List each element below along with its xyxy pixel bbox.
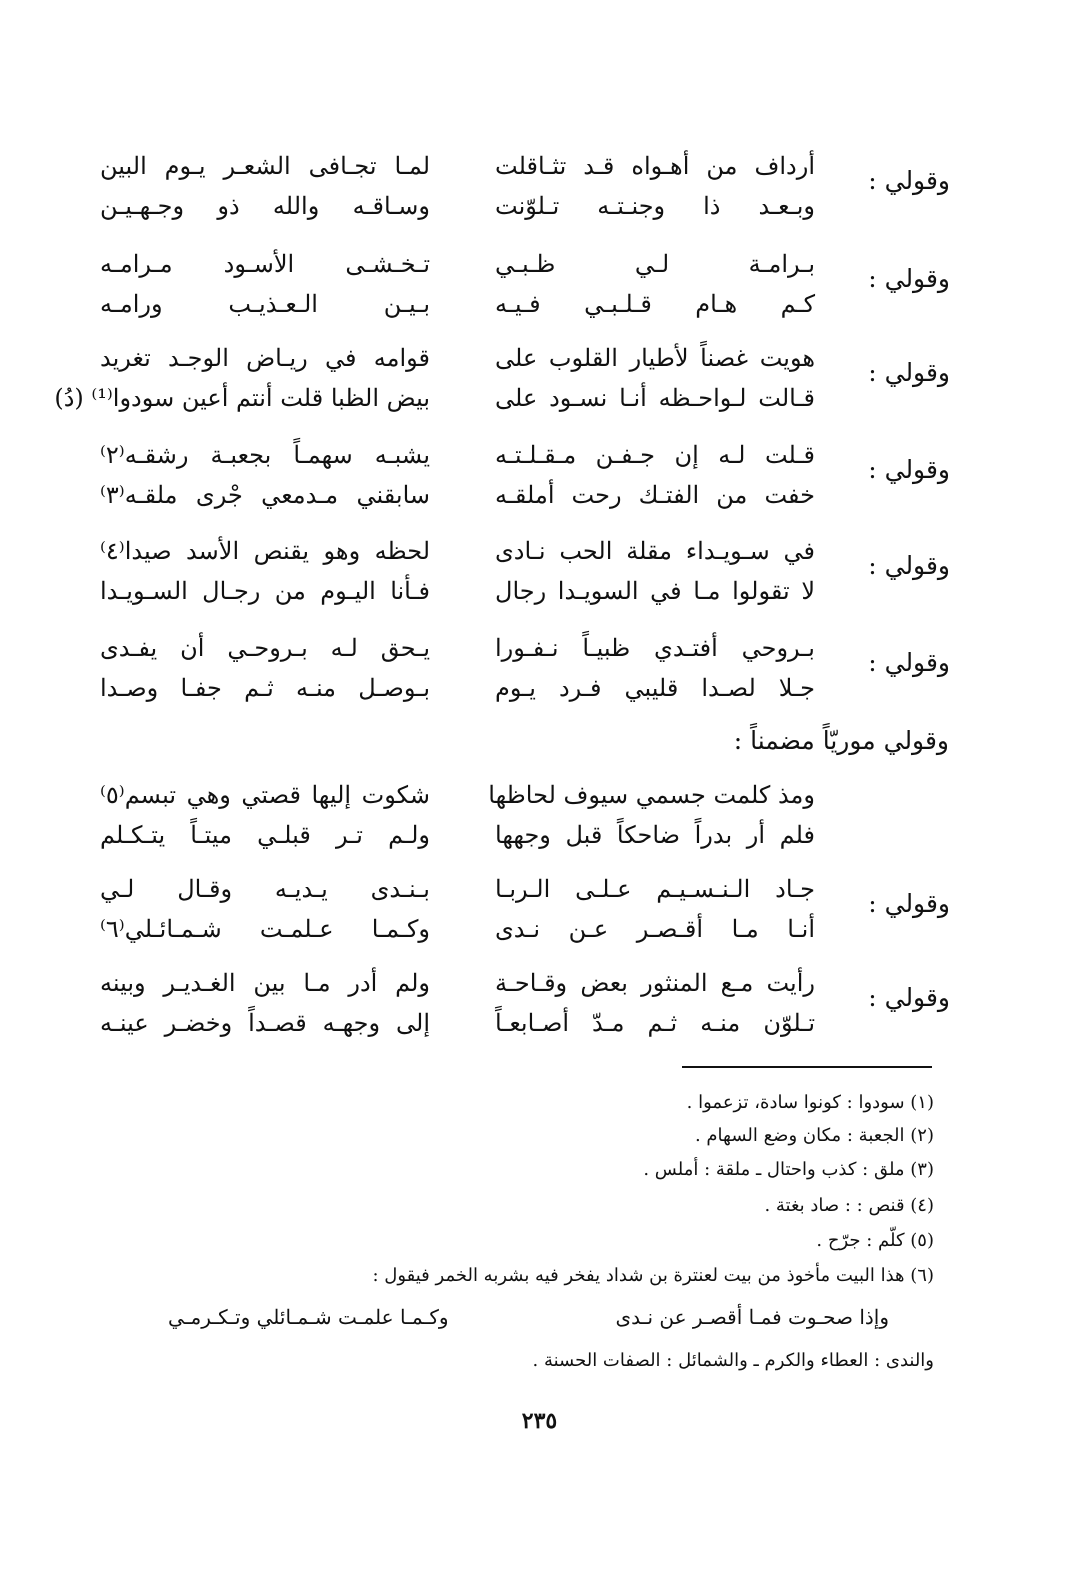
first-hemistich: بـروحي أفتـدي ظبيـاً نـفـورا (495, 634, 815, 662)
first-hemistich: أرداف من أهـواه قـد تثـاقلت (495, 152, 815, 180)
second-hemistich: ولم أدر مـا بين الغـديـر وبينه (100, 969, 430, 997)
poem-stanza (100, 533, 950, 613)
second-hemistich: لمـا تجـافى الشعـر يـوم البين (100, 152, 430, 180)
stanza-label: وقولي : (868, 166, 950, 195)
first-hemistich: قـلت لـه إن جـفـن مـقـلـتـه (495, 441, 815, 469)
first-hemistich: وبـعـد ذا وجنـتـه تـلوّنت (495, 192, 815, 220)
second-hemistich: لحظه وهو يقنص الأسد صيدا⁽٤⁾ (100, 537, 430, 565)
footnote-divider (682, 1066, 932, 1068)
second-hemistich: وكـمـا عـلمـت شـمـائـلي⁽٦⁾ (100, 915, 430, 943)
stanza-label: وقولي : (868, 983, 950, 1012)
footnote: (١) سودوا : كونوا سادة، تزعموا . (686, 1092, 934, 1113)
second-hemistich: إلى وجهـه قصـداً وخضـر عينـه (100, 1009, 430, 1037)
footnote: (٣) ملق : كذب واحتال ـ ملقة : أملس . (643, 1159, 934, 1180)
stanza-label: وقولي : (868, 648, 950, 677)
second-hemistich: يـحق لـه بـروحـي أن يفـدى (100, 634, 430, 662)
first-hemistich: هويت غصناً لأطيار القلوب على (495, 344, 815, 372)
second-hemistich: فـأنا اليـوم من رجـال السـويـدا (100, 577, 430, 605)
stanza-label: وقولي : (868, 358, 950, 387)
second-hemistich: يشبـه سهمـاً بجعبـة رشقـه⁽٢⁾ (100, 441, 430, 469)
poem-stanza (100, 777, 950, 857)
second-hemistich: بيض الظبا قلت أنتم أعين سودوا⁽¹⁾ (دُ) (54, 384, 430, 412)
first-hemistich: جـلا لصـدا قليبي فـرد يـوم (495, 674, 815, 702)
footnote-gloss: والندى : العطاء والكرم ـ والشمائل : الصفات الحسنة . (532, 1350, 934, 1371)
second-hemistich: بـوصـل منـه ثـم جفـا وصـدا (100, 674, 430, 702)
first-hemistich: قـالت لـواحـظه أنـا نسـود على (495, 384, 815, 412)
second-hemistich: بـيـن الـعـذيـب ورامـه (100, 290, 430, 318)
poem-stanza (100, 246, 950, 326)
first-hemistich: ومذ كلمت جسمي سيوف لحاظها (488, 781, 815, 809)
footnote: (٥) كلّم : جرّح . (816, 1230, 934, 1251)
footnote: (٤) قنص : : صاد بغتة . (764, 1195, 934, 1216)
page-number: ٢٣٥ (521, 1408, 558, 1434)
second-hemistich: وسـاقـه والله ذو وجـهـيـن (100, 192, 430, 220)
second-hemistich: بـنـدى يـديـه وقـال لـي (100, 875, 430, 903)
second-hemistich: شكوت إليها قصتي وهي تبسم⁽٥⁾ (100, 781, 430, 809)
stanza-label: وقولي : (868, 264, 950, 293)
footnote: (٦) هذا البيت مأخوذ من بيت لعنترة بن شداد يفخر فيه بشربه الخمر فيقول : (372, 1265, 934, 1286)
first-hemistich: فلم أر بدراً ضاحكاً قبل وجهها (495, 821, 815, 849)
poem-stanza (100, 148, 950, 228)
first-hemistich: جـاد الـنـسـيـم عـلـى الـربـا (495, 875, 815, 903)
first-hemistich: رأيت مـع المنثور بعض وقـاحـة (495, 969, 815, 997)
section-intro: وقولي موريّاً مضمناً : (733, 726, 949, 755)
first-hemistich: في سـويـداء مقلة الحب نـادى (495, 537, 815, 565)
second-hemistich: ولـم تـر قبلـي ميتـاً يتـكـلم (100, 821, 430, 849)
first-hemistich: خفت من الفتـك رحت أملقـه (495, 481, 815, 509)
poem-stanza (100, 630, 950, 710)
poem-stanza (100, 437, 950, 517)
quoted-verse-second: وكـمـا علمـت شـمـائلي وتـكـرمـي (168, 1305, 449, 1329)
first-hemistich: كـم هـام قـلـبـي فـيـه (495, 290, 815, 318)
first-hemistich: بـرامـة لـي ظـبـي (495, 250, 815, 278)
poem-stanza (100, 965, 950, 1045)
second-hemistich: سابقني مـدمعي جْرى ملقـه⁽٣⁾ (100, 481, 430, 509)
stanza-label: وقولي : (868, 889, 950, 918)
poem-stanza (54, 340, 950, 420)
first-hemistich: تـلوّن منـه ثـم مـدّ أصـابعـاً (495, 1009, 815, 1037)
stanza-label: وقولي : (868, 455, 950, 484)
stanza-label: وقولي : (868, 551, 950, 580)
poem-stanza (100, 871, 950, 951)
second-hemistich: تـخـشـى الأسـود مـرامـه (100, 250, 430, 278)
quoted-verse-first: وإذا صحـوت فمـا أقصـر عن نـدى (615, 1305, 889, 1329)
first-hemistich: أنـا مـا أقـصـر عـن نـدى (495, 915, 815, 943)
footnote: (٢) الجعبة : مكان وضع السهام . (694, 1125, 934, 1146)
first-hemistich: لا تقولوا مـا في السويـدا رجال (495, 577, 815, 605)
second-hemistich: قوامه في ريـاض الوجـد تغريد (100, 344, 430, 372)
